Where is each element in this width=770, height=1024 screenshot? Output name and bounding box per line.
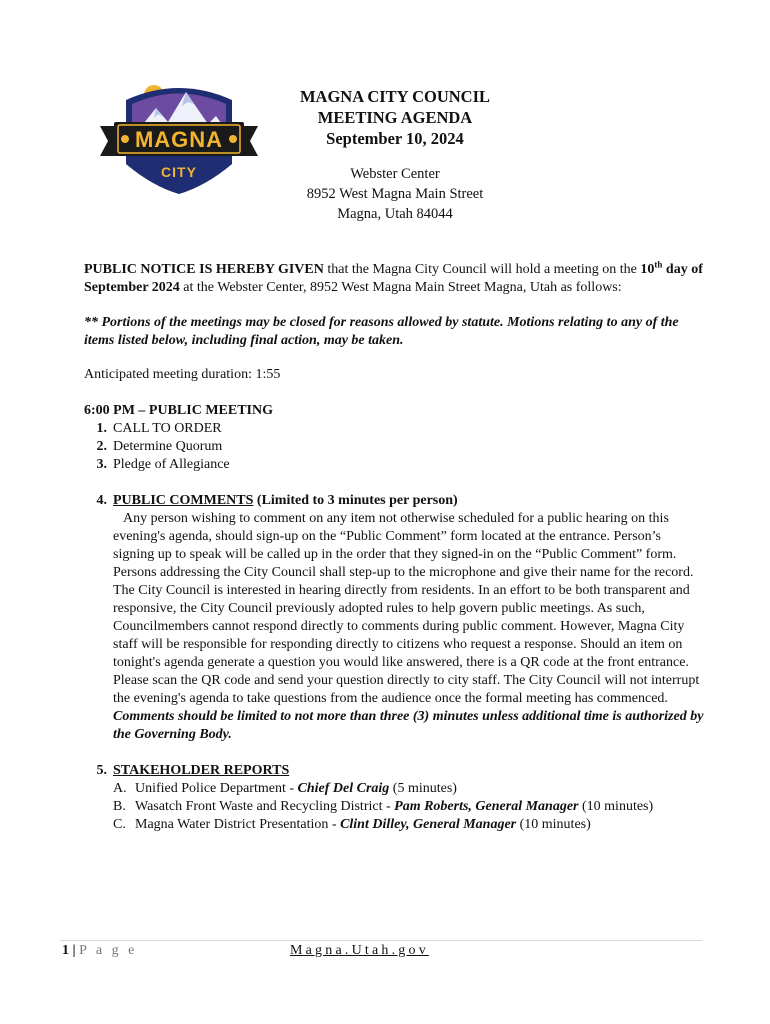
- header-street: 8952 West Magna Main Street: [306, 186, 484, 202]
- agenda-item: 2. Determine Quorum: [96, 439, 223, 454]
- closure-warning: ** Portions of the meetings may be closed for reasons allowed by statute. Motions relating to any of the items listed below, including final action, may be taken.: [84, 315, 679, 348]
- magna-city-logo: [96, 78, 262, 198]
- logo-word-city: CITY: [161, 164, 197, 180]
- agenda-item-stakeholder-reports: 5. STAKEHOLDER REPORTS A. Unified Police Department - Chief Del Craig (5 minutes) B. Wasatch Front Waste and Recycling District - Pam Roberts, General Manager (10 minutes) C. Magna Water District Presentation - Clint Dilley, General Manager (10 minutes): [84, 762, 704, 834]
- header-title: MEETING AGENDA: [317, 108, 473, 127]
- header-date: September 10, 2024: [326, 129, 464, 148]
- agenda-header: [256, 86, 534, 224]
- notice-day: 10th day of September 2024: [84, 259, 703, 295]
- section-heading: 6:00 PM – PUBLIC MEETING: [84, 403, 273, 418]
- stakeholder-report: A. Unified Police Department - Chief Del Craig (5 minutes): [113, 781, 457, 796]
- agenda-body: [84, 261, 704, 834]
- header-city: Magna, Utah 84044: [337, 206, 453, 222]
- stakeholder-report: C. Magna Water District Presentation - Clint Dilley, General Manager (10 minutes): [113, 817, 591, 832]
- public-notice: [84, 261, 704, 297]
- footer-divider: [60, 940, 702, 941]
- notice-text1: that the Magna City Council will hold a meeting on the: [323, 262, 641, 277]
- agenda-item-list: [84, 420, 704, 474]
- agenda-item: 1. CALL TO ORDER: [96, 421, 222, 436]
- public-comments-title: PUBLIC COMMENTS: [113, 493, 254, 508]
- agenda-item: 3. Pledge of Allegiance: [96, 457, 230, 472]
- notice-text2: at the Webster Center, 8952 West Magna Main Street Magna, Utah as follows:: [179, 280, 622, 295]
- public-comments-limit: (Limited to 3 minutes per person): [253, 493, 458, 508]
- website-link[interactable]: Magna.Utah.gov: [290, 943, 429, 958]
- stakeholder-report: B. Wasatch Front Waste and Recycling District - Pam Roberts, General Manager (10 minutes): [113, 799, 654, 814]
- header-address: [256, 164, 534, 224]
- notice-lead: PUBLIC NOTICE IS HEREBY GIVEN: [84, 262, 324, 277]
- page-number: 1 | P a g e: [62, 943, 138, 958]
- public-comments-emphasis: Comments should be limited to not more than three (3) minutes unless additional time is authorized by the Governing Body.: [113, 709, 704, 742]
- meeting-duration: Anticipated meeting duration: 1:55: [84, 367, 281, 382]
- stakeholder-reports-title: STAKEHOLDER REPORTS: [113, 763, 290, 778]
- header-council: MAGNA CITY COUNCIL: [299, 87, 491, 106]
- logo-word-magna: MAGNA: [134, 127, 224, 152]
- header-venue: Webster Center: [350, 166, 440, 182]
- public-comments-body: Any person wishing to comment on any item not otherwise scheduled for a public hearing on this evening's agenda, should sign-up on the “Public Comment” form located at the entrance. Person’s signing up to speak will be called up in the order that they signed-in on the “Public Comment” form. Persons addressing the City Council shall step-up to the microphone and give their name for the record. The City Council is interested in hearing directly from residents. In an effort to be both transparent and responsive, the City Council previously adopted rules to help govern public meetings. As such, Councilmembers cannot respond directly to comments during public comment. However, Magna City staff will be responsible for responding directly to citizens who request a response. Should an item on tonight's agenda generate a question you would like answered, there is a QR code at the front entrance. Please scan the QR code and send your question directly to city staff. The City Council will not interrupt the evening's agenda to take questions from the audience once the formal meeting has commenced. Comments should be limited to not more than three (3) minutes unless additional time is authorized by the Governing Body.: [113, 511, 704, 742]
- agenda-item-public-comments: 4. PUBLIC COMMENTS (Limited to 3 minutes per person) Any person wishing to comment on any item not otherwise scheduled for a public hearing on this evening's agenda, should sign-up on the “Public Comment” form located at the entrance. Person’s signing up to speak will be called up in the order that they signed-in on the “Public Comment” form. Persons addressing the City Council shall step-up to the microphone and give their name for the record. The City Council is interested in hearing directly from residents. In an effort to be both transparent and responsive, the City Council previously adopted rules to help govern public meetings. As such, Councilmembers cannot respond directly to comments during public comment. However, Magna City staff will be responsible for responding directly to citizens who request a response. Should an item on tonight's agenda generate a question you would like answered, there is a QR code at the front entrance. Please scan the QR code and send your question directly to city staff. The City Council will not interrupt the evening's agenda to take questions from the audience once the formal meeting has commenced. Comments should be limited to not more than three (3) minutes unless additional time is authorized by the Governing Body.: [96, 493, 704, 742]
